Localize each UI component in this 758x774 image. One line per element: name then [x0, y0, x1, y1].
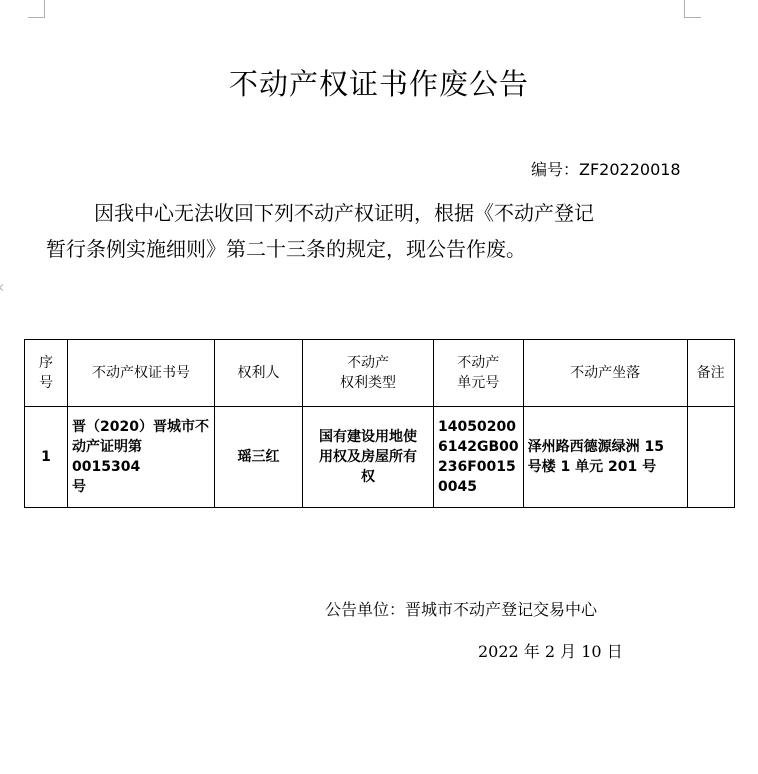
header-unit-line2: 单元号: [457, 375, 500, 391]
margin-marker: [0, 284, 6, 291]
header-cert-number: 不动产权证书号: [68, 340, 215, 407]
header-holder: 权利人: [215, 340, 303, 407]
type-line2: 用权及房屋所有: [319, 449, 417, 465]
cell-holder: 瑶三红: [215, 407, 303, 508]
header-unit-line1: 不动产: [457, 355, 500, 371]
unit-line1: 14050200: [438, 419, 516, 435]
document-title: 不动产权证书作废公告: [228, 67, 529, 101]
header-remark: 备注: [687, 340, 734, 407]
header-seq-line1: 序: [39, 355, 53, 371]
location-line1: 泽州路西德源绿洲 15: [527, 439, 664, 455]
header-unit-number: [434, 340, 524, 407]
header-type-line1: 不动产: [347, 355, 389, 371]
unit-line2: 6142GB00: [438, 439, 519, 455]
header-seq-line2: 号: [39, 375, 53, 391]
cell-location: [523, 407, 687, 508]
header-type-line2: 权利类型: [340, 375, 396, 391]
page-corner-mark-top-left: [28, 0, 45, 18]
cell-unit-number: [434, 407, 524, 508]
table-header-row: [25, 340, 735, 407]
void-certificate-table: [24, 339, 735, 508]
cell-remark: [687, 407, 734, 508]
body-line-1: 因我中心无法收回下列不动产权证明，根据《不动产登记: [94, 201, 594, 225]
page-corner-mark-top-right: [684, 0, 701, 18]
header-seq: [25, 340, 68, 407]
header-location: 不动产坐落: [523, 340, 687, 407]
cell-cert-number: [68, 407, 215, 508]
table-row: [25, 407, 735, 508]
cert-line1: 晋（2020）晋城市不: [72, 419, 209, 435]
location-line2: 号楼 1 单元 201 号: [527, 459, 657, 475]
type-line3: 权: [361, 469, 375, 485]
issuing-unit: 公告单位：晋城市不动产登记交易中心: [325, 600, 598, 619]
body-paragraph: [46, 195, 696, 267]
cert-line3: 号: [72, 479, 86, 495]
type-line1: 国有建设用地使: [319, 429, 417, 445]
document-number: 编号：ZF20220018: [531, 160, 681, 179]
unit-line3: 236F0015: [438, 459, 516, 475]
cell-right-type: [303, 407, 434, 508]
cell-seq: 1: [25, 407, 68, 508]
issue-date: 2022 年 2 月 10 日: [478, 642, 623, 661]
cert-line2: 动产证明第 0015304: [72, 439, 142, 475]
unit-line4: 0045: [438, 479, 477, 495]
header-right-type: [303, 340, 434, 407]
body-line-2: 暂行条例实施细则》第二十三条的规定，现公告作废。: [46, 237, 526, 261]
